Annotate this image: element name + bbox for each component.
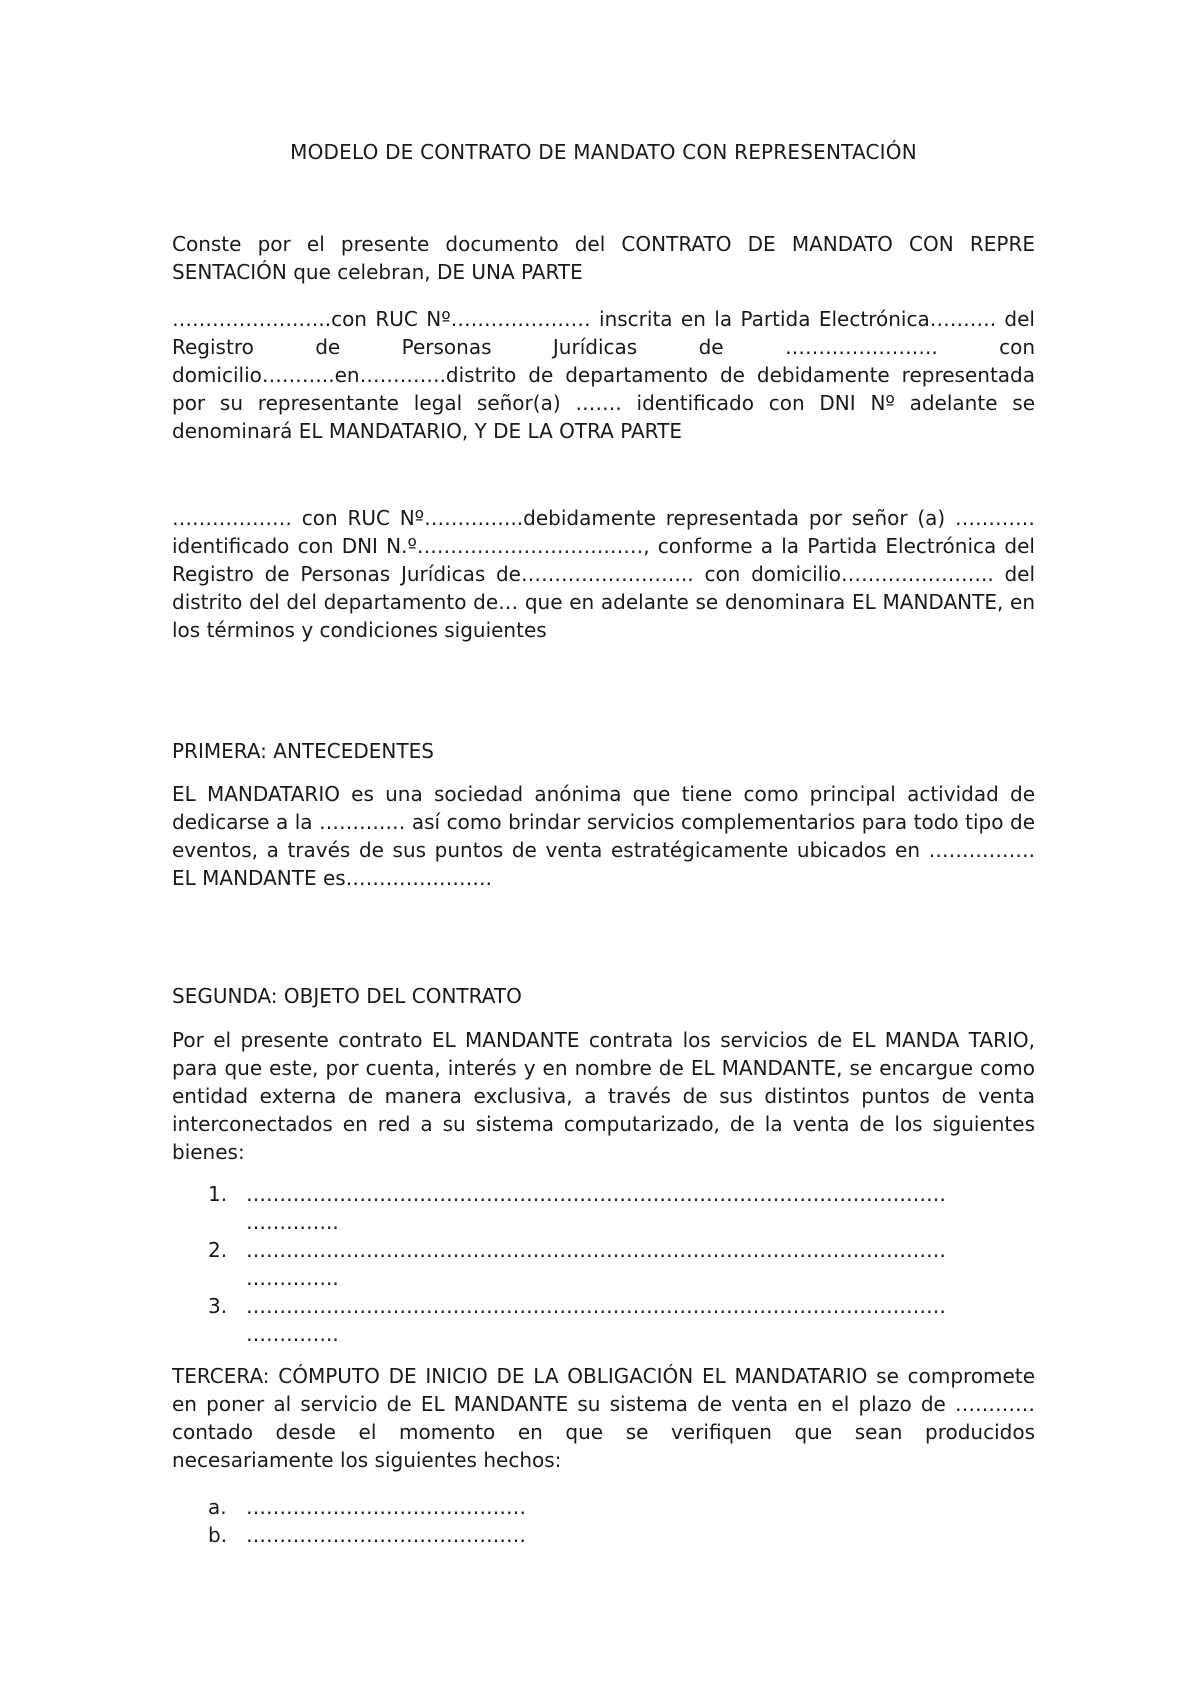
facts-list [172, 1493, 1035, 1549]
list-item-line: ………….. [246, 1210, 339, 1234]
list-item-line: …………………………………………………………………………………………… [246, 1182, 946, 1206]
list-item [172, 1180, 1035, 1236]
document-title: MODELO DE CONTRATO DE MANDATO CON REPRESENTACIÓN [290, 140, 917, 164]
list-item [172, 1292, 1035, 1348]
list-marker: a. [208, 1495, 227, 1519]
section1-body: EL MANDATARIO es una sociedad anónima que tiene como principal actividad de dedicarse a la ……….… así como brindar servicios complementarios para todo tipo de eventos, a través de sus puntos de venta estratégicamente ubicados en ……………. EL MANDANTE es…………………. [172, 782, 1035, 890]
list-marker: 1. [208, 1182, 228, 1206]
list-item-text: …………………………………… [246, 1495, 526, 1519]
section2-body: Por el presente contrato EL MANDANTE contrata los servicios de EL MANDA TARIO, para que este, por cuenta, interés y en nombre de EL MANDANTE, se encargue como entidad externa de manera exclusiva, a través de sus distintos puntos de venta interconectados en red a su sistema computarizado, de la venta de los siguientes bienes: [172, 1028, 1035, 1164]
list-marker: 3. [208, 1294, 228, 1318]
list-item-line: …………………………………………………………………………………………… [246, 1238, 946, 1262]
goods-list [172, 1180, 1035, 1348]
list-item-line: ………….. [246, 1266, 339, 1290]
list-item [172, 1493, 1035, 1521]
section3-body: TERCERA: CÓMPUTO DE INICIO DE LA OBLIGACIÓN EL MANDATARIO se compromete en poner al servicio de EL MANDANTE su sistema de venta en el plazo de ………… contado desde el momento en que se verifiquen que sean producidos necesariamente los siguientes hechos: [172, 1364, 1035, 1472]
list-item-line: …………………………………………………………………………………………… [246, 1294, 946, 1318]
list-item-line: ………….. [246, 1322, 339, 1346]
section1-heading: PRIMERA: ANTECEDENTES [172, 739, 434, 763]
party2-paragraph: ……………… con RUC Nº……….…..debidamente representada por señor (a) ………… identificado con DNI N.º……………………….……, conforme a la Partida Electrónica del Registro de Personas Jurídicas de…………………….. con domicilio………………….. del distrito del del departamento de… que en adelante se denominara EL MANDANTE, en los términos y condiciones siguientes [172, 506, 1035, 642]
party1-paragraph: ……………….…..con RUC Nº………………… inscrita en la Partida Electrónica………. del Registro de Personas Jurídicas de ………………….. con domicilio………..en………….distrito de departamento de debidamente representada por su representante legal señor(a) ……. identificado con DNI Nº adelante se denominará EL MANDATARIO, Y DE LA OTRA PARTE [172, 307, 1035, 443]
list-item [172, 1236, 1035, 1292]
intro-paragraph: Conste por el presente documento del CONTRATO DE MANDATO CON REPRE SENTACIÓN que celebran, DE UNA PARTE [172, 232, 1035, 284]
list-item-text: …………………………………… [246, 1523, 526, 1547]
section2-heading: SEGUNDA: OBJETO DEL CONTRATO [172, 984, 522, 1008]
list-marker: 2. [208, 1238, 228, 1262]
list-item [172, 1521, 1035, 1549]
list-marker: b. [208, 1523, 228, 1547]
